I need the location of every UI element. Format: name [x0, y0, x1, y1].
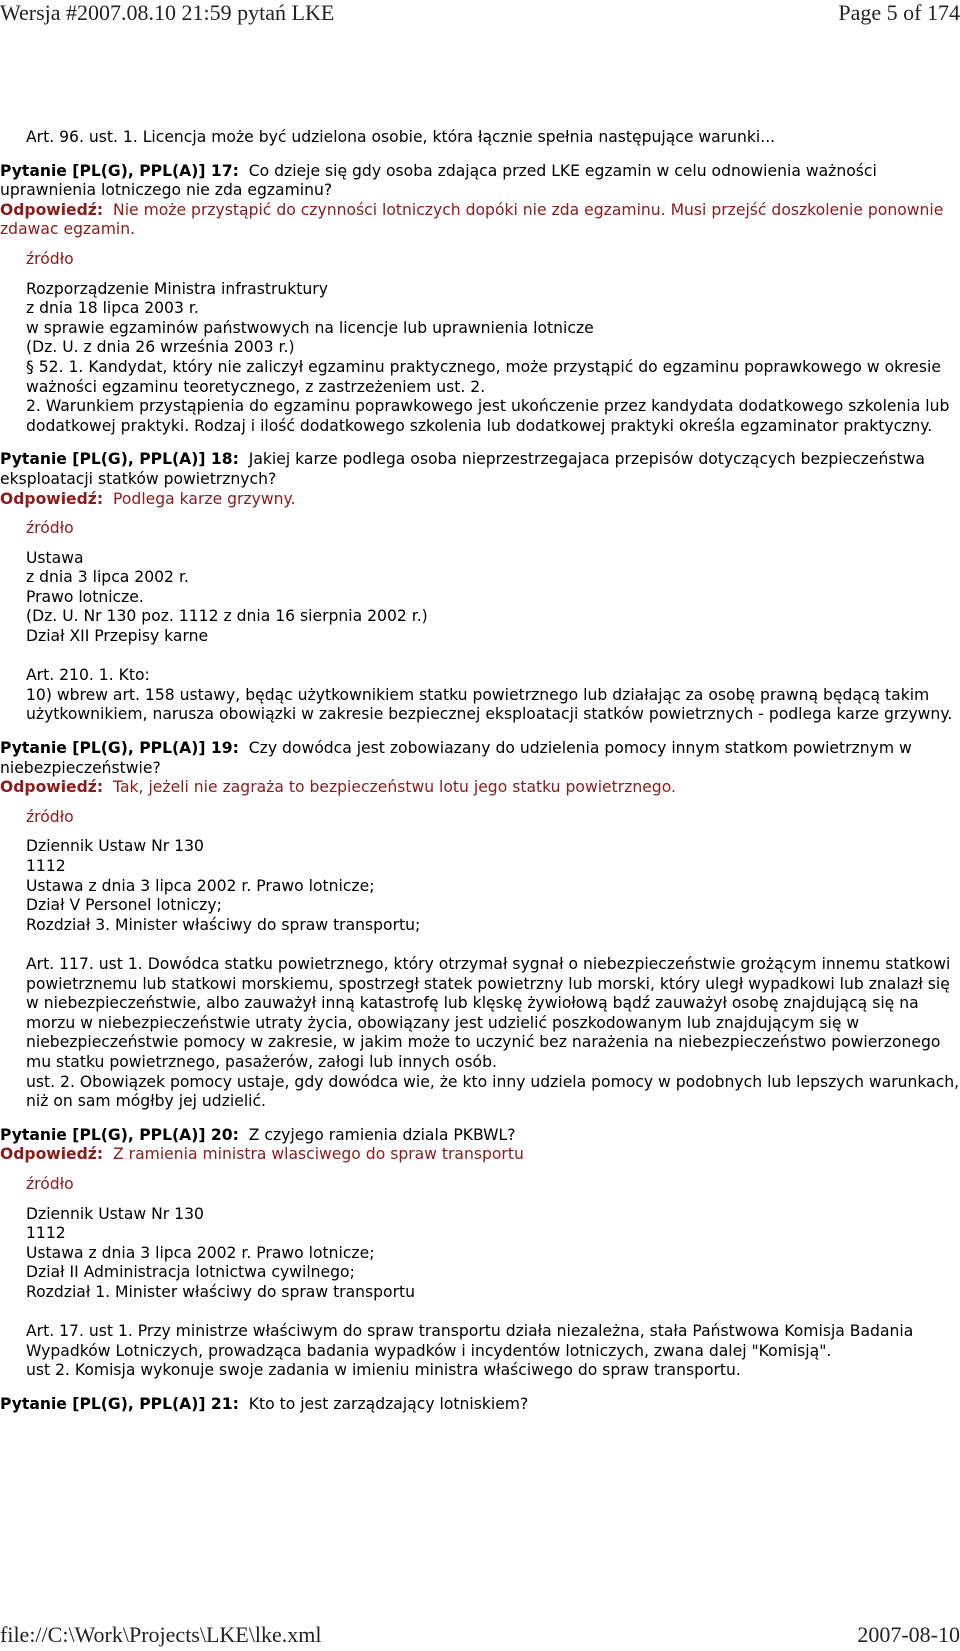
answer-body: Tak, jeżeli nie zagraża to bezpieczeństwu lotu jego statku powietrznego.	[113, 778, 676, 797]
question-block	[0, 739, 960, 1112]
article-line: Art. 17. ust 1. Przy ministrze właściwym do spraw transportu działa niezależna, stała Państwowa Komisja Badania Wypadków Lotniczych, prowadząca badania wypadków i incydentów lotniczych, zwana dalej "Komisją".	[26, 1322, 914, 1360]
question-body: Co dzieje się gdy osoba zdająca przed LKE egzamin w celu odnowienia ważności uprawnienia lotniczego nie zda egzaminu?	[0, 161, 877, 200]
answer-text	[0, 490, 960, 510]
question-label: Pytanie [PL(G), PPL(A)] 19:	[0, 739, 239, 758]
article-line: Art. 117. ust 1. Dowódca statku powietrznego, który otrzymał sygnał o niebezpieczeństwie grożącym innemu statkowi powietrznemu lub statkowi morskiemu, spostrzegł statek powietrzny lub morski, który uległ wypadkowi lub znalazł się w niebezpieczeństwie, albo zauważył inną katastrofę lub klęskę żywiołową bądź zauważył osobę znajdującą się na morzu w niebezpieczeństwie utraty życia, obowiązany jest udzielić poszkodowanym lub znajdującym się w niebezpieczeństwie pomocy w zakresie, w jakim może to uczynić bez narażenia na niebezpieczeństwo powierzonego mu statku powietrznego, pasażerów, załogi lub innych osób.	[26, 954, 951, 1071]
source-citation	[26, 280, 960, 437]
question-block	[0, 450, 960, 725]
question-body: Z czyjego ramienia dziala PKBWL?	[248, 1125, 516, 1144]
source-label: źródło	[26, 807, 74, 826]
source-line: Dział V Personel lotniczy;	[26, 896, 222, 915]
source-label: źródło	[26, 249, 74, 268]
question-text	[0, 450, 960, 489]
source-line: § 52. 1. Kandydat, który nie zaliczył egzaminu praktycznego, może przystąpić do egzaminu poprawkowego w okresie ważności egzaminu teoretycznego, z zastrzeżeniem ust. 2.	[26, 357, 941, 396]
answer-body: Nie może przystąpić do czynności lotniczych dopóki nie zda egzaminu. Musi przejść doszkolenie ponownie zdawac egzamin.	[0, 200, 944, 239]
question-block	[0, 1395, 960, 1415]
question-text	[0, 1395, 960, 1415]
source-line: Rozdział 1. Minister właściwy do spraw transportu	[26, 1282, 415, 1301]
question-body: Kto to jest zarządzający lotniskiem?	[248, 1394, 529, 1413]
question-list	[0, 162, 960, 1415]
question-label: Pytanie [PL(G), PPL(A)] 20:	[0, 1125, 239, 1144]
source-line: Ustawa z dnia 3 lipca 2002 r. Prawo lotnicze;	[26, 1243, 375, 1262]
page-footer-path: file://C:\Work\Projects\LKE\lke.xml	[0, 1622, 322, 1647]
source-label: źródło	[26, 519, 74, 538]
source-label: źródło	[26, 1174, 74, 1193]
spacer	[26, 647, 960, 667]
source-citation	[26, 837, 960, 935]
question-label: Pytanie [PL(G), PPL(A)] 18:	[0, 450, 239, 469]
question-body: Jakiej karze podlega osoba nieprzestrzegajaca przepisów dotyczących bezpieczeństwa eksploatacji statków powietrznych?	[0, 450, 925, 488]
spacer	[26, 935, 960, 955]
question-text	[0, 1126, 960, 1146]
source-line: (Dz. U. Nr 130 poz. 1112 z dnia 16 sierpnia 2002 r.)	[26, 607, 428, 626]
article-text	[26, 955, 960, 1112]
answer-label: Odpowiedź:	[0, 778, 104, 797]
article-line: 10) wbrew art. 158 ustawy, będąc użytkownikiem statku powietrznego lub działając za osobę prawną będącą takim użytkownikiem, narusza obowiązki w zakresie bezpiecznej eksploatacji statków powietrznych - podlega karze grzywny.	[26, 685, 953, 724]
source-citation	[26, 1205, 960, 1303]
question-body: Czy dowódca jest zobowiazany do udzielenia pomocy innym statkom powietrznym w niebezpieczeństwie?	[0, 739, 912, 777]
question-text	[0, 739, 960, 778]
article-line: ust. 2. Obowiązek pomocy ustaje, gdy dowódca wie, że kto inny udziela pomocy w podobnych lub lepszych warunkach, niż on sam mógłby jej udzielić.	[26, 1072, 960, 1111]
source-line: Rozporządzenie Ministra infrastruktury	[26, 279, 328, 298]
article-text	[26, 666, 960, 725]
question-block	[0, 1126, 960, 1381]
question-label: Pytanie [PL(G), PPL(A)] 21:	[0, 1394, 239, 1413]
source-line: Dział II Administracja lotnictwa cywilnego;	[26, 1263, 355, 1282]
source-line: z dnia 3 lipca 2002 r.	[26, 568, 189, 587]
page-footer-date: 2007-08-10	[857, 1622, 960, 1647]
source-line: Dziennik Ustaw Nr 130	[26, 837, 204, 856]
source-section	[0, 250, 960, 436]
article-text	[26, 1322, 960, 1381]
source-section	[0, 808, 960, 1112]
article-line: ust 2. Komisja wykonuje swoje zadania w imieniu ministra właściwego do spraw transportu.	[26, 1361, 741, 1380]
question-label: Pytanie [PL(G), PPL(A)] 17:	[0, 161, 239, 180]
answer-label: Odpowiedź:	[0, 200, 104, 219]
source-line: 2. Warunkiem przystąpienia do egzaminu poprawkowego jest ukończenie przez kandydata dodatkowego szkolenia lub dodatkowej praktyki. Rodzaj i ilość dodatkowego szkolenia lub dodatkowej praktyki określa egzaminator praktyczny.	[26, 397, 950, 435]
source-line: Rozdział 3. Minister właściwy do spraw transportu;	[26, 915, 421, 934]
source-section	[0, 519, 960, 725]
answer-text	[0, 201, 960, 240]
answer-text	[0, 778, 960, 798]
source-line: z dnia 18 lipca 2003 r.	[26, 299, 199, 318]
source-line: Ustawa	[26, 548, 84, 567]
answer-body: Z ramienia ministra wlasciwego do spraw transportu	[113, 1145, 524, 1164]
page-header-title: Wersja #2007.08.10 21:59 pytań LKE	[0, 0, 335, 25]
source-line: (Dz. U. z dnia 26 września 2003 r.)	[26, 338, 295, 357]
spacer	[26, 1302, 960, 1322]
source-line: Dział XII Przepisy karne	[26, 627, 209, 646]
article-line: Art. 210. 1. Kto:	[26, 666, 150, 685]
question-text	[0, 162, 960, 201]
source-line: w sprawie egzaminów państwowych na licencje lub uprawnienia lotnicze	[26, 318, 594, 337]
intro-line: Art. 96. ust. 1. Licencja może być udzielona osobie, która łącznie spełnia następujące warunki...	[26, 128, 776, 146]
question-block	[0, 162, 960, 437]
source-citation	[26, 549, 960, 647]
answer-label: Odpowiedź:	[0, 489, 104, 508]
source-line: 1112	[26, 857, 66, 875]
source-line: Prawo lotnicze.	[26, 587, 144, 606]
source-line: Dziennik Ustaw Nr 130	[26, 1204, 204, 1223]
answer-body: Podlega karze grzywny.	[113, 489, 296, 508]
answer-label: Odpowiedź:	[0, 1145, 104, 1164]
answer-text	[0, 1145, 960, 1165]
source-line: 1112	[26, 1224, 66, 1243]
document-body	[0, 128, 960, 1428]
page-number: Page 5 of 174	[838, 0, 960, 25]
source-line: Ustawa z dnia 3 lipca 2002 r. Prawo lotnicze;	[26, 876, 375, 895]
source-section	[0, 1175, 960, 1381]
